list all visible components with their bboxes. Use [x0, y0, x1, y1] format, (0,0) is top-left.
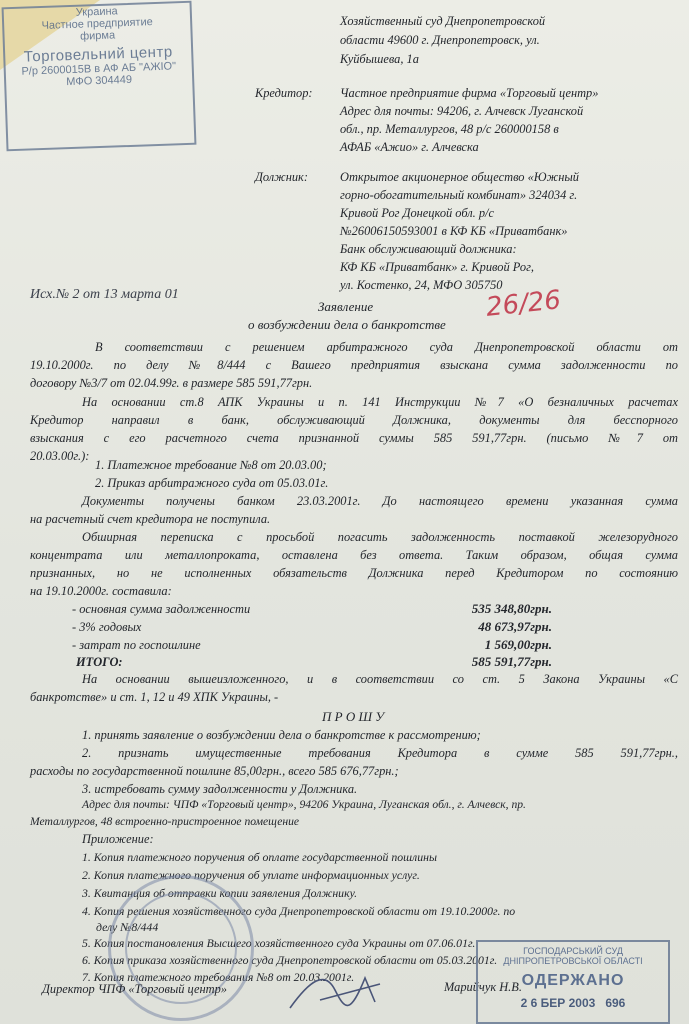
- outgoing-number: Исх.№ 2 от 13 марта 01: [30, 287, 179, 302]
- text-line: 2. Копия платежного поручения об уплате информационных услуг.: [82, 868, 420, 882]
- text-line: 535 348,80грн.: [471, 601, 552, 616]
- text-line: 1 569,00грн.: [484, 637, 552, 652]
- text-line: области 49600 г. Днепропетровск, ул.: [340, 33, 540, 47]
- stamp-line: Украина: [75, 5, 118, 19]
- text-line: АФАБ «Ажио» г. Алчевска: [340, 140, 479, 154]
- text-line: 2. признать имущественные требования Кредитора в сумме 585 591,77грн.,: [82, 746, 678, 760]
- signature: [280, 960, 390, 1020]
- request-title: П Р О Ш У: [322, 709, 385, 724]
- stamp-account: Р/р 2600015В в АФ АБ "АЖІО": [21, 60, 177, 78]
- company-stamp: [2, 1, 197, 152]
- stamp-court-name: ГОСПОДАРСЬКИЙ СУД ДНІПРОПЕТРОВСЬКОЇ ОБЛАСТІ: [503, 946, 643, 966]
- debtor-label: Должник:: [255, 170, 308, 184]
- text-line: КФ КБ «Приватбанк» г. Кривой Рог,: [340, 260, 535, 274]
- text-line: 20.03.00г.):: [30, 449, 90, 463]
- text-line: Хозяйственный суд Днепропетровской: [340, 14, 546, 28]
- stamp-company-name: Торговельний центр: [23, 43, 173, 66]
- stamp-mfo: МФО 304449: [66, 73, 133, 89]
- stamp-line: Частное предприятие: [41, 16, 153, 32]
- text-line: 1. Платежное требование №8 от 20.03.00;: [95, 458, 327, 472]
- text-line: - основная сумма задолженности: [72, 602, 251, 616]
- text-line: на 19.10.2000г. составила:: [30, 584, 172, 598]
- text-line: Кредитор направил в банк, обслуживающий Должника, документы для бесспорного: [30, 413, 678, 427]
- text-line: На основании ст.8 АПК Украины и п. 141 Инструкции №7 «О безналичных расчетах: [82, 395, 678, 409]
- stamp-date-row: [478, 996, 668, 1010]
- text-line: Адрес для почты: ЧПФ «Торговый центр», 94206 Украина, Луганская обл., г. Алчевск, пр.: [82, 798, 526, 811]
- attachments-title: Приложение:: [82, 832, 154, 846]
- text-line: ул. Костенко, 24, МФО 305750: [340, 278, 503, 292]
- text-line: - затрат по госпошлине: [72, 638, 201, 652]
- text-line: 3. Квитанция об отправки копии заявления Должнику.: [82, 886, 358, 900]
- text-line: - 3% годовых: [72, 620, 142, 634]
- text-line: ИТОГО:: [76, 655, 123, 669]
- text-line: В соответствии с решением арбитражного суда Днепропетровской области от: [95, 340, 678, 354]
- text-line: 1. принять заявление о возбуждении дела о банкротстве к рассмотрению;: [82, 728, 481, 742]
- text-line: Куйбышева, 1а: [340, 52, 419, 66]
- text-line: Частное предприятие фирма «Торговый центр»: [340, 86, 599, 100]
- stamp-received-label: ОДЕРЖАНО: [521, 972, 625, 989]
- text-line: обл., пр. Металлургов, 48 р/с 260000158 в: [340, 122, 559, 136]
- text-line: 585 591,77грн.: [471, 654, 552, 669]
- text-line: на расчетный счет кредитора не поступила.: [30, 512, 271, 526]
- text-line: №26006150593001 в КФ КБ «Приватбанк»: [340, 224, 568, 238]
- text-line: 3. истребовать сумму задолженности у Должника.: [82, 782, 358, 796]
- text-line: 2. Приказ арбитражного суда от 05.03.01г.: [95, 476, 329, 490]
- stamp-number: 696: [605, 996, 626, 1010]
- director-name: Марийчук Н.В.: [444, 980, 522, 994]
- text-line: признанных, но не исполненных обязательств Должника перед Кредитором по состоянию: [30, 566, 678, 580]
- text-line: Документы получены банком 23.03.2001г. До настоящего времени указанная сумма: [82, 494, 678, 508]
- creditor-label: Кредитор:: [255, 86, 313, 100]
- text-line: 48 673,97грн.: [478, 619, 552, 634]
- text-line: Металлургов, 48 встроенно-пристроенное помещение: [30, 815, 300, 828]
- text-line: делу №8/444: [96, 920, 159, 934]
- handwritten-registration: 26/26: [484, 285, 563, 323]
- text-line: Обширная переписка с просьбой погасить задолженность поставкой железорудного: [82, 530, 678, 544]
- text-line: Кривой Рог Донецкой обл. р/с: [340, 206, 494, 220]
- stamp-date: 2 6 БЕР 2003: [520, 996, 596, 1010]
- text-line: 19.10.2000г. по делу №8/444 с Вашего предприятия взыскана сумма задолженности по: [30, 358, 678, 372]
- text-line: договору №3/7 от 02.04.99г. в размере 585 591,77грн.: [30, 376, 313, 390]
- round-seal: [108, 875, 254, 1021]
- text-line: 4. Копия решения хозяйственного суда Днепропетровской области от 19.10.2000г. по: [82, 904, 516, 918]
- text-line: На основании вышеизложенного, и в соответствии со ст. 5 Закона Украины «С: [82, 672, 678, 686]
- stamp-line: фирма: [79, 29, 116, 43]
- text-line: расходы по государственной пошлине 85,00грн., всего 585 676,77грн.;: [30, 764, 399, 778]
- court-received-stamp: [476, 940, 670, 1024]
- text-line: банкротстве» и ст. 1, 12 и 49 ХПК Украины, -: [30, 690, 279, 704]
- director-title: Директор ЧПФ «Торговый центр»: [42, 982, 228, 996]
- text-line: Открытое акционерное общество «Южный: [340, 170, 579, 184]
- text-line: 1. Копия платежного поручения об оплате государственной пошлины: [82, 850, 437, 864]
- text-line: 7. Копия платежного требования №8 от 20.03.2001г.: [82, 970, 355, 984]
- text-line: горно-обогатительный комбинат» 324034 г.: [340, 188, 578, 202]
- text-line: Адрес для почты: 94206, г. Алчевск Луганской: [340, 104, 584, 118]
- text-line: 6. Копия приказа хозяйственного суда Днепропетровской области от 05.03.2001г.: [82, 953, 498, 967]
- text-line: концентрата или металлопроката, оставлена без ответа. Таким образом, общая сумма: [30, 548, 678, 562]
- text-line: Банк обслуживающий должника:: [340, 242, 517, 256]
- document-title: Заявление: [318, 299, 374, 314]
- document-subtitle: о возбуждении дела о банкротстве: [248, 317, 446, 332]
- text-line: взыскания с его расчетного счета признанной суммы 585 591,77грн. (письмо №7 от: [30, 431, 678, 445]
- text-line: 5. Копия постановления Высшего хозяйственного суда Украины от 07.06.01г.: [82, 936, 476, 950]
